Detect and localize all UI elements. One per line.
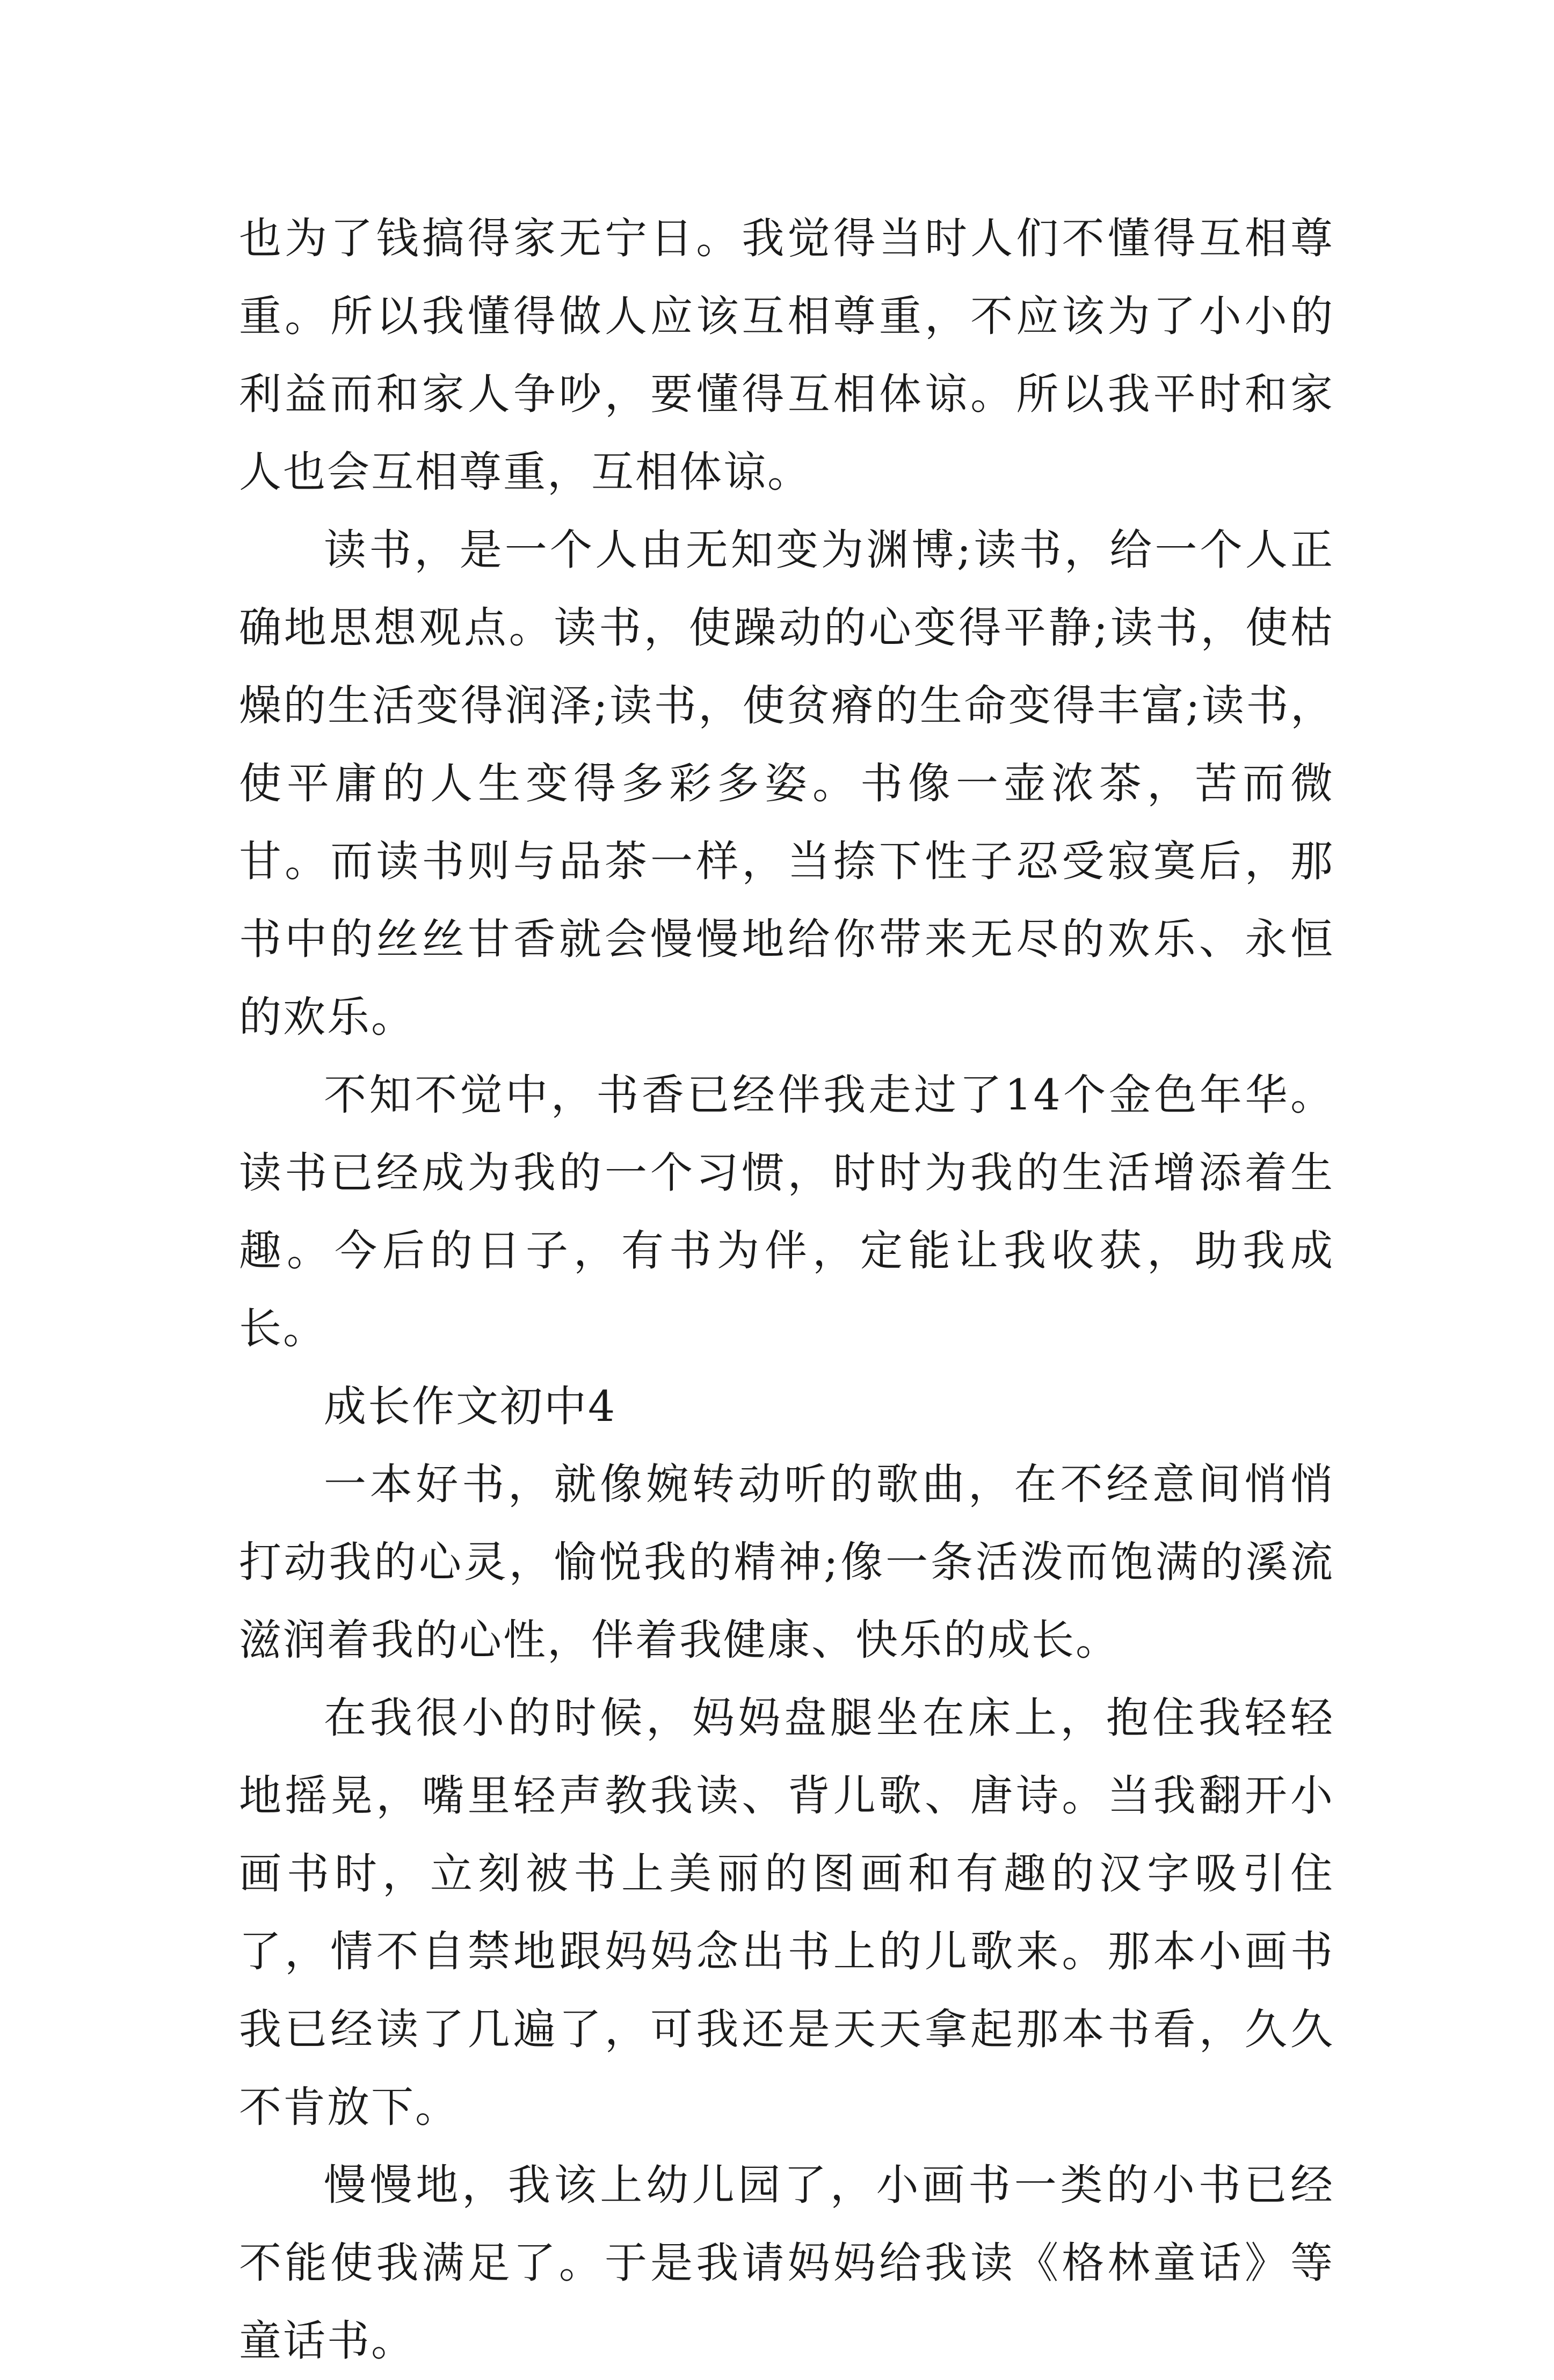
section-heading: 成长作文初中4	[324, 1382, 617, 1431]
document-body	[239, 200, 1334, 2380]
paragraph-good-book: 一本好书，就像婉转动听的歌曲，在不经意间悄悄打动我的心灵，愉悦我的精神;像一条活泼而饱满的溪流滋润着我的心性，伴着我健康、快乐的成长。	[239, 1460, 1334, 1665]
paragraph-childhood: 在我很小的时候，妈妈盘腿坐在床上，抱住我轻轻地摇晃，嘴里轻声教我读、背儿歌、唐诗。当我翻开小画书时，立刻被书上美丽的图画和有趣的汉字吸引住了，情不自禁地跟妈妈念出书上的儿歌来。那本小画书我已经读了几遍了，可我还是天天拿起那本书看，久久不肯放下。	[239, 1693, 1334, 2132]
paragraph-continued: 也为了钱搞得家无宁日。我觉得当时人们不懂得互相尊重。所以我懂得做人应该互相尊重，不应该为了小小的利益而和家人争吵，要懂得互相体谅。所以我平时和家人也会互相尊重，互相体谅。	[239, 214, 1334, 497]
paragraph-reading-habit: 不知不觉中，书香已经伴我走过了14个金色年华。读书已经成为我的一个习惯，时时为我的生活增添着生趣。今后的日子，有书为伴，定能让我收获，助我成长。	[239, 1070, 1334, 1353]
paragraph-kindergarten: 慢慢地，我该上幼儿园了，小画书一类的小书已经不能使我满足了。于是我请妈妈给我读《格林童话》等童话书。	[239, 2160, 1334, 2366]
paragraph-reading-benefits: 读书，是一个人由无知变为渊博;读书，给一个人正确地思想观点。读书，使躁动的心变得平静;读书，使枯燥的生活变得润泽;读书，使贫瘠的生命变得丰富;读书，使平庸的人生变得多彩多姿。书像一壶浓茶，苦而微甘。而读书则与品茶一样，当捺下性子忍受寂寞后，那书中的丝丝甘香就会慢慢地给你带来无尽的欢乐、永恒的欢乐。	[239, 525, 1334, 1042]
